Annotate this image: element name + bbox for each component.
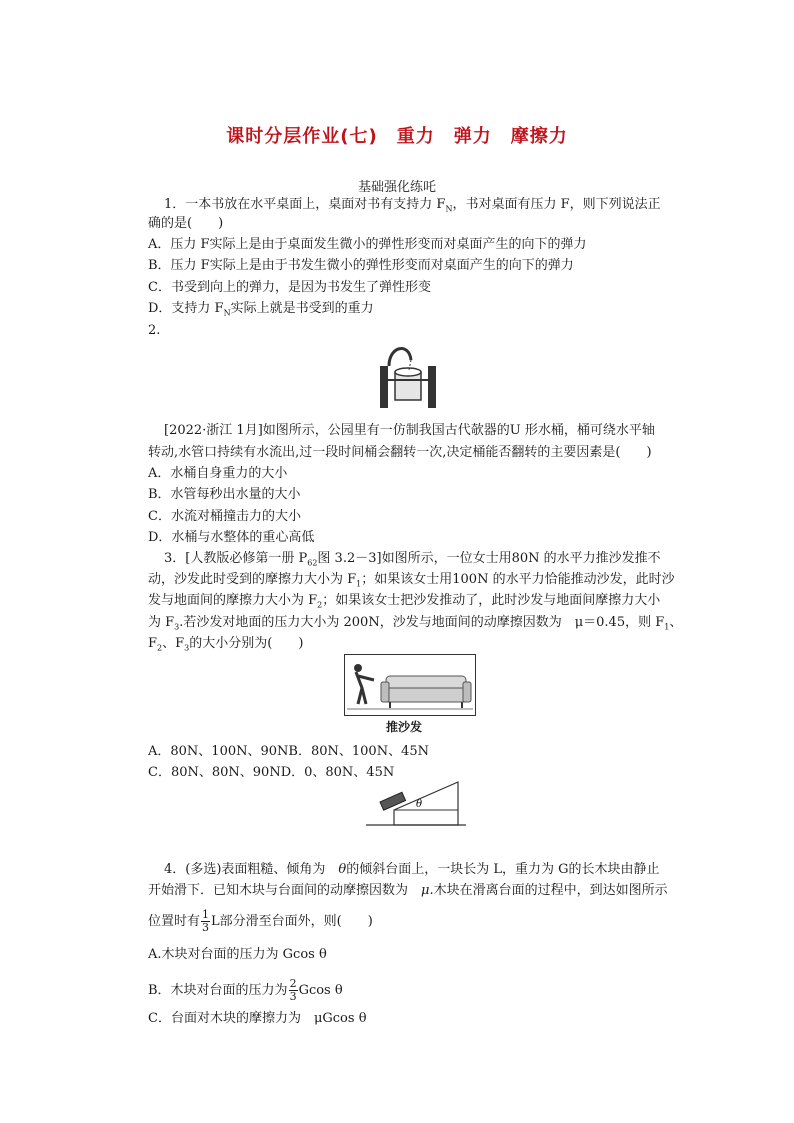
fraction-two-thirds: $\frac{2}{3}$ [289, 977, 297, 1003]
q3-stem-line4: 为 $F_3$.若沙发对地面的压力大小为 200N，沙发与地面间的动摩擦因数为 μ＝0.45，则 $F_1$、 [148, 615, 683, 632]
q2-option-b: B．水管每秒出水量的大小 [148, 487, 301, 502]
section-heading: 基础强化练吒 [357, 180, 436, 195]
q3-stem-line3: 发与地面间的摩擦力大小为 $F_2$；如果该女士把沙发推动了，此时沙发与地面间摩擦力大小 [148, 593, 661, 610]
q3-stem-line5: $F_2$、$F_3$的大小分别为( ) [148, 636, 304, 653]
q2-stem-line2: 转动,水管口持续有水流出,过一段时间桶会翻转一次,决定桶能否翻转的主要因素是( ) [148, 445, 652, 460]
sofa-figure-caption: 推沙发 [386, 720, 423, 734]
q4-stem-line3: 位置时有 $\frac{1}{3}$ L部分滑至台面外，则( ) [148, 908, 373, 934]
q3-stem-line1: 3．[人教版必修第一册 $P_{62}$图 3.2－3]如图所示，一位女士用80N 的水平力推沙发推不 [164, 551, 661, 568]
q4-option-b: B．木块对台面的压力为 $\frac{2}{3}$ Gcos θ [148, 977, 343, 1003]
theta-label: θ [416, 799, 423, 810]
bucket-figure [375, 340, 445, 408]
q2-number: 2. [148, 323, 161, 338]
page-title: 课时分层作业(七) 重力 弹力 摩擦力 [226, 126, 568, 147]
q4-option-c: C．台面对木块的摩擦力为 μGcos θ [148, 1011, 367, 1026]
q2-option-c: C．水流对桶撞击力的大小 [148, 509, 301, 524]
q2-stem-line1: [2022·浙江 1月]如图所示，公园里有一仿制我国古代欹器的U 形水桶，桶可绕水平轴 [164, 423, 655, 438]
q3-options-ab: A．80N、100N、90NB．80N、100N、45N [148, 744, 429, 759]
q4-stem-line1: 4．(多选)表面粗糙、倾角为 θ的倾斜台面上，一块长为 L，重力为 G的长木块由静止 [164, 862, 660, 877]
q4-stem-line2: 开始滑下．已知木块与台面间的动摩擦因数为 μ.木块在滑离台面的过程中，到达如图所示 [148, 883, 668, 898]
q1-option-c: C．书受到向上的弹力，是因为书发生了弹性形变 [148, 280, 431, 295]
incline-figure [366, 780, 466, 828]
q1-stem-line2: 确的是( ) [148, 216, 224, 231]
q1-option-d: D．支持力 $F_N$实际上就是书受到的重力 [148, 301, 374, 318]
sofa-figure [344, 654, 476, 716]
q1-option-b: B．压力 F实际上是由于书发生微小的弹性形变而对桌面产生的向下的弹力 [148, 258, 574, 273]
q1-stem-line1: 1．一本书放在水平桌面上，桌面对书有支持力 $F_N$，书对桌面有压力 F，则下列说法正 [164, 197, 661, 214]
q2-option-a: A．水桶自身重力的大小 [148, 466, 288, 481]
q3-stem-line2: 动，沙发此时受到的摩擦力大小为 $F_1$；如果该女士用100N 的水平力恰能推动沙发，此时沙 [148, 572, 675, 589]
q4-option-a: A.木块对台面的压力为 Gcos θ [148, 947, 327, 962]
fraction-one-third: $\frac{1}{3}$ [202, 908, 210, 934]
q2-option-d: D．水桶与水整体的重心高低 [148, 530, 315, 545]
q3-options-cd: C．80N、80N、90ND．0、80N、45N [148, 765, 395, 780]
q1-option-a: A．压力 F实际上是由于桌面发生微小的弹性形变而对桌面产生的向下的弹力 [148, 237, 587, 252]
